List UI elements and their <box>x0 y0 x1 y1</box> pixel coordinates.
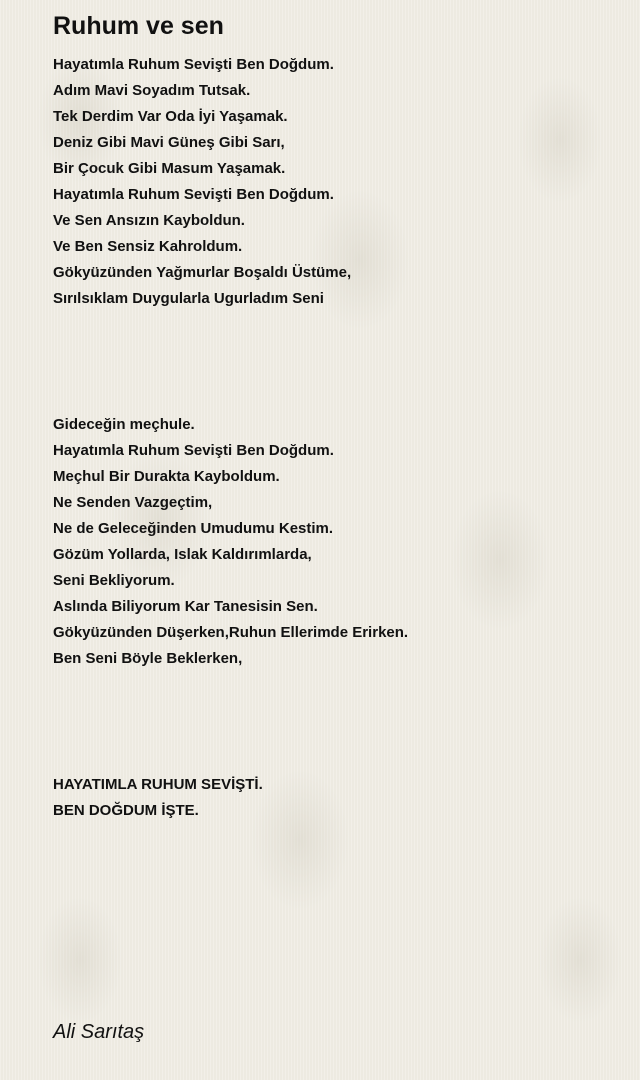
stanza-1 <box>53 52 351 312</box>
poem-line: Hayatımla Ruhum Sevişti Ben Doğdum. <box>53 186 334 203</box>
poem-line: Bir Çocuk Gibi Masum Yaşamak. <box>53 160 286 177</box>
poem-line: Gideceğin meçhule. <box>53 416 195 433</box>
poem-line: Aslında Biliyorum Kar Tanesisin Sen. <box>53 598 318 615</box>
poem-line: Gözüm Yollarda, Islak Kaldırımlarda, <box>53 546 312 563</box>
author-signature: Ali Sarıtaş <box>53 1021 145 1043</box>
poem-title: Ruhum ve sen <box>53 12 224 40</box>
poem-line: Ve Sen Ansızın Kayboldun. <box>53 212 245 229</box>
poem-line: Sırılsıklam Duygularla Ugurladım Seni <box>53 290 324 307</box>
poem-line: BEN DOĞDUM İŞTE. <box>53 802 199 819</box>
poem-line: Hayatımla Ruhum Sevişti Ben Doğdum. <box>53 442 334 459</box>
stanza-3 <box>53 772 263 824</box>
poem-line: Meçhul Bir Durakta Kayboldum. <box>53 468 280 485</box>
poem-line: Ne Senden Vazgeçtim, <box>53 494 213 511</box>
poem-line: Deniz Gibi Mavi Güneş Gibi Sarı, <box>53 134 285 151</box>
poem-line: Ne de Geleceğinden Umudumu Kestim. <box>53 520 334 537</box>
poem-line: Gökyüzünden Düşerken,Ruhun Ellerimde Erirken. <box>53 624 409 641</box>
poem-line: Ve Ben Sensiz Kahroldum. <box>53 238 243 255</box>
poem-page <box>53 0 613 1080</box>
poem-line: Gökyüzünden Yağmurlar Boşaldı Üstüme, <box>53 264 352 281</box>
poem-line: Ben Seni Böyle Beklerken, <box>53 650 243 667</box>
poem-line: Hayatımla Ruhum Sevişti Ben Doğdum. <box>53 56 334 73</box>
stanza-2 <box>53 412 408 672</box>
poem-line: HAYATIMLA RUHUM SEVİŞTİ. <box>53 776 263 793</box>
poem-line: Seni Bekliyorum. <box>53 572 175 589</box>
poem-line: Adım Mavi Soyadım Tutsak. <box>53 82 251 99</box>
poem-line: Tek Derdim Var Oda İyi Yaşamak. <box>53 108 288 125</box>
